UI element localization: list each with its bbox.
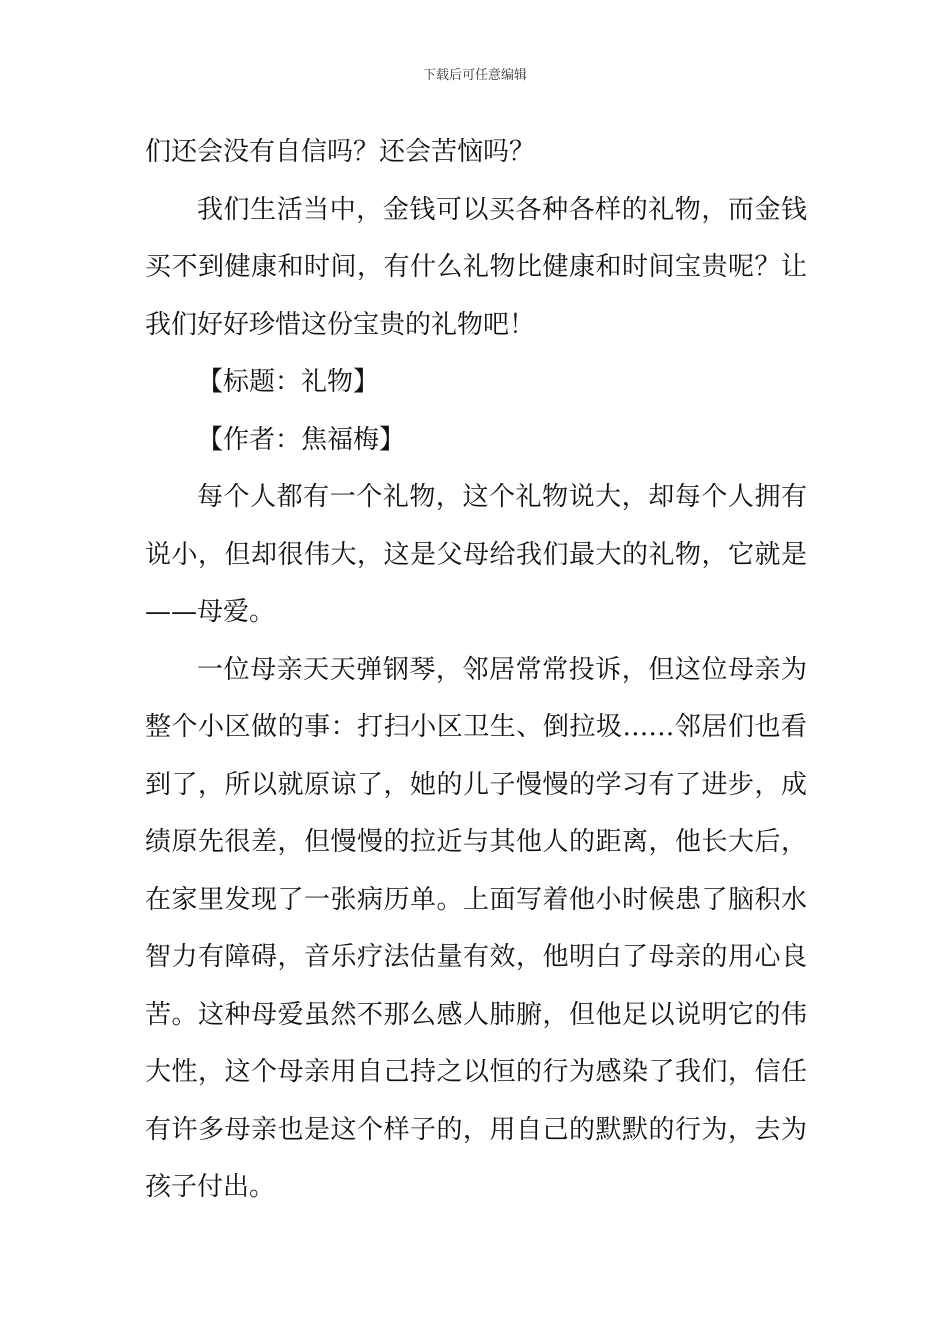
paragraph-2: 我们生活当中，金钱可以买各种各样的礼物，而金钱买不到健康和时间，有什么礼物比健康和时间宝贵呢？让我们好好珍惜这份宝贵的礼物吧！ <box>145 194 807 340</box>
document-body <box>145 124 807 1217</box>
author-line: 【作者：焦福梅】 <box>197 424 406 455</box>
paragraph-5: 每个人都有一个礼物，这个礼物说大，却每个人拥有说小，但却很伟大，这是父母给我们最大的礼物，它就是——母爱。 <box>145 482 807 627</box>
paragraph-1: 们还会没有自信吗？还会苦恼吗？ <box>145 137 536 167</box>
header-note: 下载后可任意编辑 <box>422 68 527 83</box>
paragraph-6: 一位母亲天天弹钢琴，邻居常常投诉，但这位母亲为整个小区做的事：打扫小区卫生、倒拉圾……邻居们也看到了，所以就原谅了，她的儿子慢慢的学习有了进步，成绩原先很差，但慢慢的拉近与其他人的距离，他长大后，在家里发现了一张病历单。上面写着他小时候患了脑积水智力有障碍，音乐疗法估量有效，他明白了母亲的用心良苦。这种母爱虽然不那么感人肺腑，但他足以说明它的伟大性，这个母亲用自己持之以恒的行为感染了我们，信任有许多母亲也是这个样子的，用自己的默默的行为，去为孩子付出。 <box>145 654 807 1202</box>
title-line: 【标题：礼物】 <box>197 367 380 397</box>
